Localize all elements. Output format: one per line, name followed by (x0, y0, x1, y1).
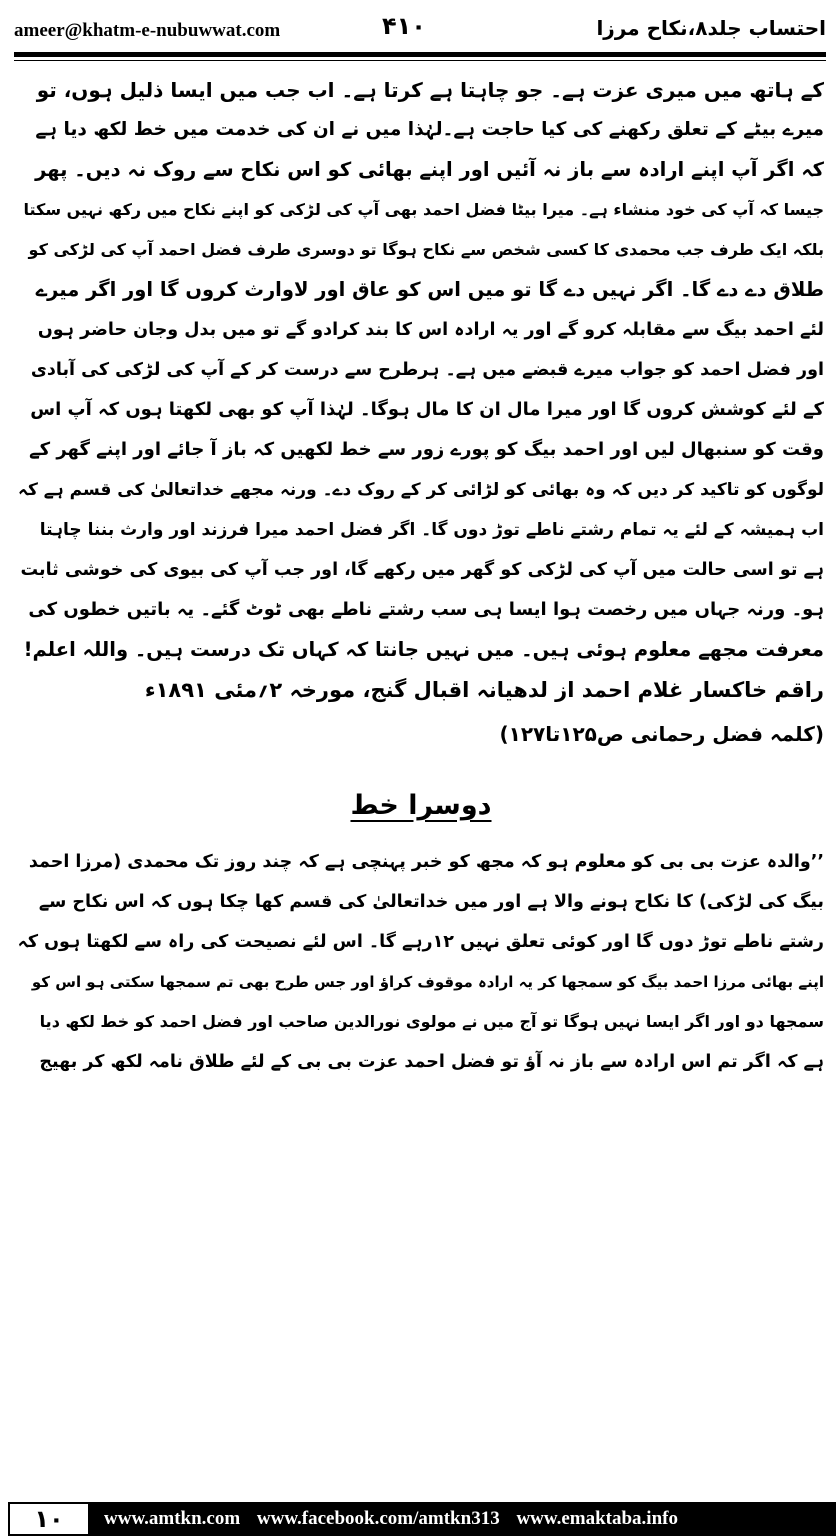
footer-page-number: ۱۰ (8, 1502, 90, 1536)
text-line: کہ اگر آپ اپنے ارادہ سے باز نہ آئیں اور اپنے بھائی کو اس نکاح سے روک نہ دیں۔ پھر (35, 158, 824, 181)
header-book-title: احتساب جلد۸،نکاح مرزا (596, 16, 826, 40)
text-line: لئے احمد بیگ سے مقابلہ کرو گے اور یہ ارادہ اس کا بند کرادو گے تو میں بدل وجان حاضر ہوں (37, 320, 824, 340)
text-line: رشتے ناطے توڑ دوں گا اور کوئی تعلق نہیں ۱۲رہے گا۔ اس لئے نصیحت کی راہ سے لکھتا ہوں کہ (18, 932, 824, 952)
section-heading: دوسرا خط (350, 790, 492, 821)
text-line: جیسا کہ آپ کی خود منشاء ہے۔ میرا بیٹا فضل احمد بھی آپ کی لڑکی کو اپنے نکاح میں رکھ نہیں سکتا (23, 200, 824, 219)
footer-links (104, 1502, 690, 1536)
text-line: میرے بیٹے کے تعلق رکھنے کی کیا حاجت ہے۔لہٰذا میں نے ان کی خدمت میں خط لکھ دیا ہے (35, 119, 824, 140)
letter-signature: راقم خاکسار غلام احمد از لدھیانہ اقبال گنج، مورخہ ۲؍مئی ۱۸۹۱ء (144, 678, 824, 702)
footer-link-emaktaba[interactable]: www.emaktaba.info (516, 1508, 678, 1529)
footer-link-amtkn[interactable]: www.amtkn.com (104, 1508, 241, 1529)
text-line: معرفت مجھے معلوم ہوئی ہیں۔ میں نہیں جانتا کہ کہاں تک درست ہیں۔ واللہ اعلم! (23, 638, 824, 661)
header-email: ameer@khatm-e-nubuwwat.com (14, 20, 281, 41)
text-line: ہے کہ اگر تم اس ارادہ سے باز نہ آؤ تو فضل احمد عزت بی بی کے لئے طلاق نامہ لکھ کر بھیج (39, 1052, 824, 1072)
text-line: بیگ کی لڑکی) کا نکاح ہونے والا ہے اور میں خداتعالیٰ کی قسم کھا چکا ہوں کہ اس نکاح سے (38, 892, 824, 912)
footer-link-facebook[interactable]: www.facebook.com/amtkn313 (256, 1508, 500, 1529)
header-rule-thin (14, 60, 826, 61)
source-reference: (کلمہ فضل رحمانی ص۱۲۵تا۱۲۷) (499, 722, 824, 746)
text-line: ہو۔ ورنہ جہاں میں رخصت ہوا ایسا ہی سب رشتے ناطے بھی ٹوٹ گئے۔ یہ باتیں خطوں کی (28, 599, 824, 620)
text-line: کے ہاتھ میں میری عزت ہے۔ جو چاہتا ہے کرتا ہے۔ اب جب میں ایسا ذلیل ہوں، تو (36, 78, 824, 102)
header-rule-thick (14, 52, 826, 57)
text-line: سمجھا دو اور اگر ایسا نہیں ہوگا تو آج میں نے مولوی نورالدین صاحب اور فضل احمد کو خط لکھ دیا (39, 1012, 824, 1031)
text-line: ’’والدہ عزت بی بی کو معلوم ہو کہ مجھ کو خبر پہنچی ہے کہ چند روز تک محمدی (مرزا احمد (28, 852, 824, 872)
page-header (14, 12, 826, 52)
text-line: اپنے بھائی مرزا احمد بیگ کو سمجھا کر یہ ارادہ موقوف کراؤ اور جس طرح بھی تم سمجھا سکتی ہو اس کو (31, 973, 824, 991)
header-page-number: ۴۱۰ (382, 12, 426, 40)
text-line: اور فضل احمد کو جواب میرے قبضے میں ہے۔ ہرطرح سے درست کر کے آپ کی لڑکی کی آبادی (30, 360, 824, 380)
page-footer (8, 1502, 836, 1536)
text-line: ہے تو اسی حالت میں آپ کی لڑکی کو گھر میں رکھے گا، اور جب آپ کی بیوی کی خوشی ثابت (20, 560, 824, 580)
text-line: لوگوں کو تاکید کر دیں کہ وہ بھائی کو لڑائی کر کے روک دے۔ ورنہ مجھے خداتعالیٰ کی قسم ہے کہ (18, 480, 824, 500)
text-line: طلاق دے دے گا۔ اگر نہیں دے گا تو میں اس کو عاق اور لاوارث کروں گا اور اگر میرے (35, 278, 824, 301)
text-line: کے لئے کوشش کروں گا اور میرا مال ان کا مال ہوگا۔ لہٰذا آپ کو بھی لکھتا ہوں کہ آپ اس (30, 399, 824, 420)
text-line: وقت کو سنبھال لیں اور احمد بیگ کو پورے زور سے خط لکھیں کہ باز آ جائے اور اپنے گھر کے (29, 439, 824, 460)
text-line: بلکہ ایک طرف جب محمدی کا کسی شخص سے نکاح ہوگا تو دوسری طرف فضل احمد آپ کی لڑکی کو (28, 240, 824, 259)
text-line: اب ہمیشہ کے لئے یہ تمام رشتے ناطے توڑ دوں گا۔ اگر فضل احمد میرا فرزند اور وارث بننا چاہتا (39, 520, 824, 540)
